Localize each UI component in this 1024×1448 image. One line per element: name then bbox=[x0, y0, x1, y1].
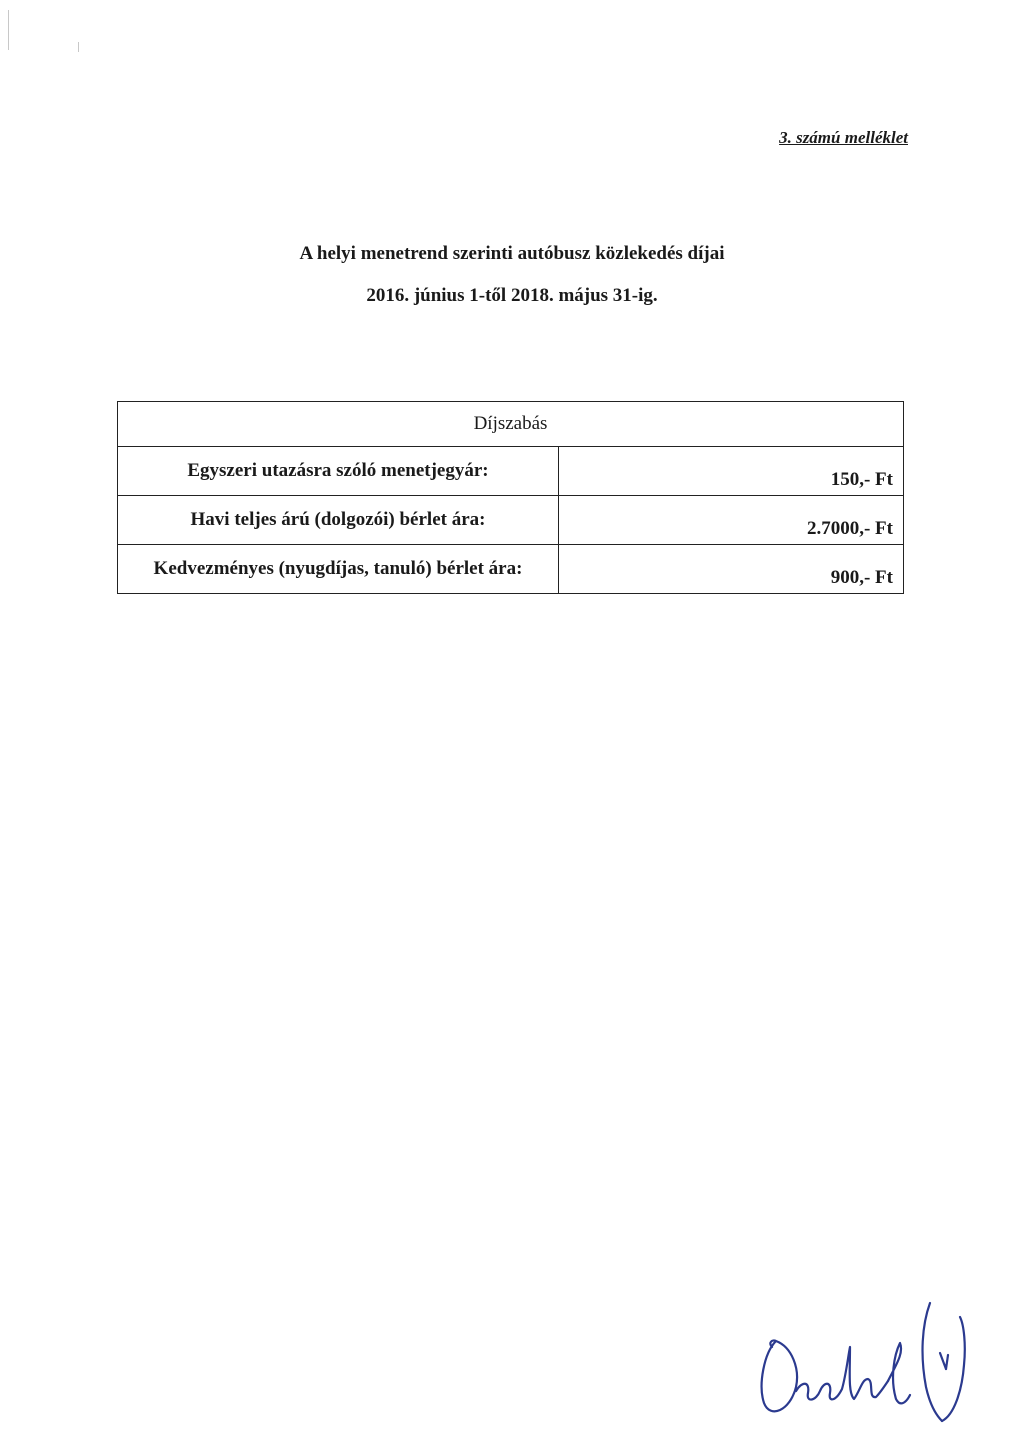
fee-value: 2.7000,- Ft bbox=[559, 496, 904, 545]
fee-table bbox=[117, 401, 904, 594]
annex-label: 3. számú melléklet bbox=[779, 128, 908, 147]
handwritten-signature bbox=[750, 1295, 990, 1435]
scan-edge-mark bbox=[78, 42, 79, 52]
fee-label: Kedvezményes (nyugdíjas, tanuló) bérlet ára: bbox=[118, 545, 559, 594]
fee-label: Havi teljes árú (dolgozói) bérlet ára: bbox=[118, 496, 559, 545]
table-row bbox=[118, 545, 904, 594]
fee-table-header: Díjszabás bbox=[118, 402, 904, 447]
table-row bbox=[118, 447, 904, 496]
fee-label: Egyszeri utazásra szóló menetjegyár: bbox=[118, 447, 559, 496]
scan-edge-mark bbox=[8, 10, 9, 50]
fee-value: 150,- Ft bbox=[559, 447, 904, 496]
fee-value: 900,- Ft bbox=[559, 545, 904, 594]
fee-table-header-row bbox=[118, 402, 904, 447]
validity-period: 2016. június 1-től 2018. május 31-ig. bbox=[366, 285, 658, 306]
document-title: A helyi menetrend szerinti autóbusz közlekedés díjai bbox=[299, 243, 725, 264]
table-row bbox=[118, 496, 904, 545]
